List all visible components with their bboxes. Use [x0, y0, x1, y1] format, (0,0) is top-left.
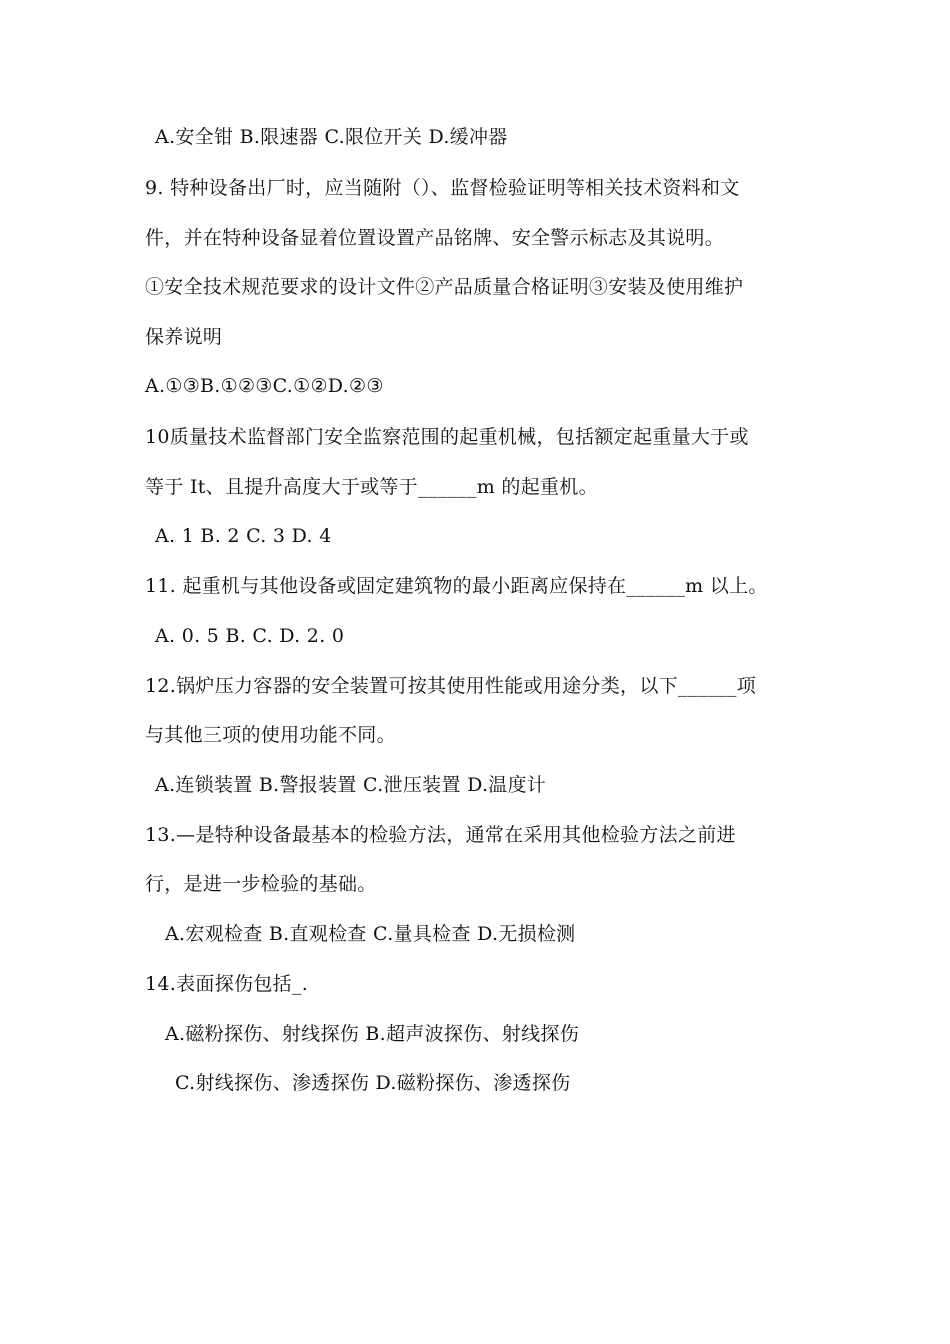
question-9-items-line-1: ①安全技术规范要求的设计文件②产品质量合格证明③安装及使用维护 — [145, 276, 744, 298]
question-11-line-1: 11. 起重机与其他设备或固定建筑物的最小距离应保持在______m 以上。 — [145, 575, 768, 597]
option-line-q10: A. 1 B. 2 C. 3 D. 4 — [155, 525, 332, 547]
question-9-items-line-2: 保养说明 — [145, 326, 223, 348]
question-10-line-1: 10质量技术监督部门安全监察范围的起重机械，包括额定起重量大于或 — [145, 426, 749, 448]
question-12-line-1: 12.锅炉压力容器的安全装置可按其使用性能或用途分类，以下______项 — [145, 675, 757, 697]
question-13-line-1: 13.—是特种设备最基本的检验方法，通常在采用其他检验方法之前进 — [145, 824, 736, 846]
option-line-q11: A. 0. 5 B. C. D. 2. 0 — [155, 625, 345, 647]
option-line-q9: A.①③B.①②③C.①②D.②③ — [145, 375, 384, 397]
option-line-q8: A.安全钳 B.限速器 C.限位开关 D.缓冲器 — [155, 126, 508, 148]
question-12-line-2: 与其他三项的使用功能不同。 — [145, 724, 396, 746]
question-9-line-1: 9. 特种设备出厂时，应当随附（）、监督检验证明等相关技术资料和文 — [145, 177, 740, 199]
question-13-line-2: 行，是进一步检验的基础。 — [145, 873, 377, 895]
option-line-q13: A.宏观检查 B.直观检查 C.量具检查 D.无损检测 — [165, 923, 576, 945]
option-line-q14-2: C.射线探伤、渗透探伤 D.磁粉探伤、渗透探伤 — [175, 1072, 571, 1094]
option-line-q12: A.连锁装置 B.警报装置 C.泄压装置 D.温度计 — [155, 774, 547, 796]
question-14-line-1: 14.表面探伤包括_. — [145, 973, 309, 995]
option-line-q14-1: A.磁粉探伤、射线探伤 B.超声波探伤、射线探伤 — [165, 1023, 580, 1045]
question-10-line-2: 等于 It、且提升高度大于或等于______m 的起重机。 — [145, 476, 598, 498]
question-9-line-2: 件，并在特种设备显着位置设置产品铭牌、安全警示标志及其说明。 — [145, 227, 725, 249]
